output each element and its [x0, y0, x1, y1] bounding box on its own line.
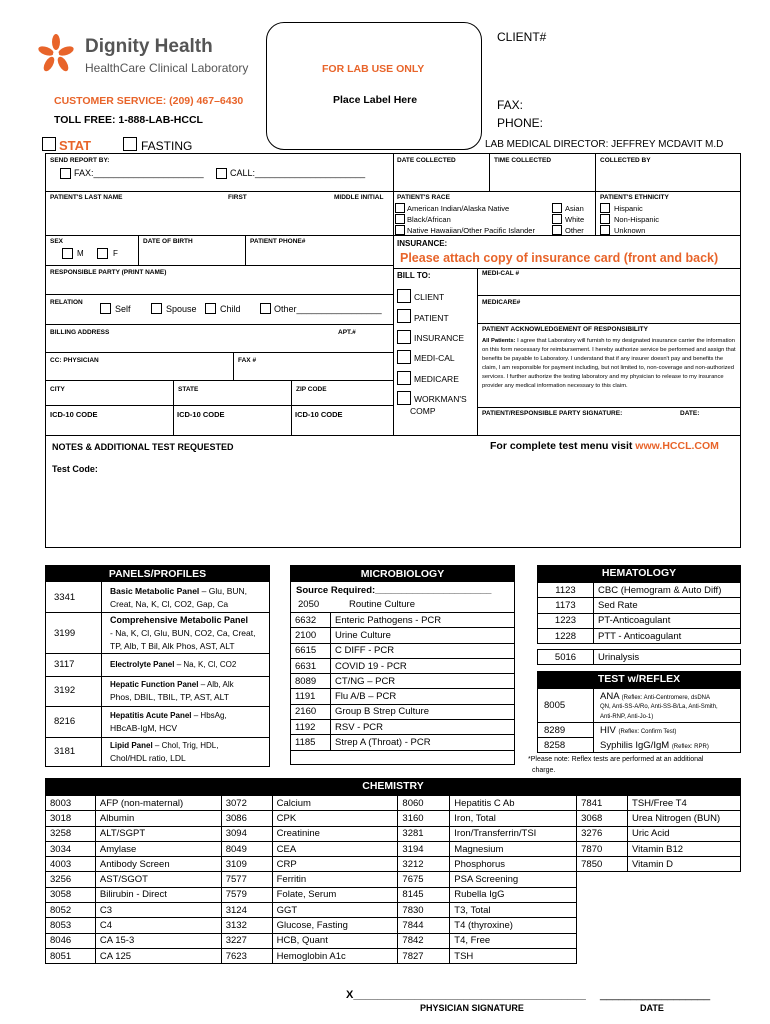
- chem-code: 7579: [221, 887, 272, 902]
- notes-label: NOTES & ADDITIONAL TEST REQUESTED: [52, 442, 234, 452]
- chem-code: 3109: [221, 857, 272, 872]
- table-row[interactable]: 1191 Flu A/B – PCR: [291, 689, 515, 704]
- chem-test[interactable]: CPK: [272, 811, 398, 826]
- ack-title: PATIENT ACKNOWLEDGEMENT OF RESPONSIBILITY: [482, 326, 648, 333]
- call-report-checkbox[interactable]: [216, 168, 227, 179]
- chem-test[interactable]: T3, Total: [450, 903, 577, 918]
- table-row[interactable]: [46, 841, 741, 856]
- reflex-title: TEST w/REFLEX: [537, 671, 741, 688]
- chem-code: 8049: [221, 841, 272, 856]
- chem-code: 3276: [577, 826, 628, 841]
- race-opt-5: White: [565, 215, 585, 224]
- chem-test[interactable]: Ferritin: [272, 872, 398, 887]
- chem-test[interactable]: Rubella IgG: [450, 887, 577, 902]
- bill-medicare: MEDICARE: [414, 374, 459, 384]
- chem-test[interactable]: Iron, Total: [450, 811, 577, 826]
- chem-test[interactable]: Folate, Serum: [272, 887, 398, 902]
- chem-test[interactable]: Antibody Screen: [95, 857, 221, 872]
- ack-text: All Patients: I agree that Laboratory will furnish to my designated insurance carrier the information on this form necessary for reimbursement. I hereby authorize service be performed and assign that benefits be payable to Laboratory. I understand that if any insurer doesn't pay and benefits the claim, I am responsible for payment including, but not limited to, non-coverage and non-authorized services. I further authorize the testing laboratory and my physician to release to my insurance provider any medical information necessary to this claim.: [482, 338, 736, 389]
- chem-test[interactable]: [628, 872, 741, 887]
- chem-code: 8145: [398, 887, 450, 902]
- eth-opt-3: Unknown: [614, 226, 646, 235]
- test-code-label: Test Code:: [52, 464, 98, 474]
- table-row[interactable]: [46, 811, 741, 826]
- chem-test[interactable]: Magnesium: [450, 841, 577, 856]
- urinalysis-table: [537, 649, 741, 665]
- source-required[interactable]: Source Required:______________________: [296, 585, 492, 596]
- bill-medical-checkbox[interactable]: [397, 350, 411, 364]
- bill-comp: COMP: [410, 406, 436, 416]
- micro-code: 2050: [298, 599, 320, 610]
- chem-code: 3227: [221, 933, 272, 948]
- stat-label: STAT: [59, 138, 92, 153]
- dob-label: DATE OF BIRTH: [143, 238, 193, 245]
- table-row[interactable]: 6615 C DIFF - PCR: [291, 643, 515, 658]
- table-row[interactable]: 2160 Group B Strep Culture: [291, 704, 515, 719]
- relation-child-checkbox[interactable]: [205, 303, 216, 314]
- chem-test[interactable]: Vitamin B12: [628, 841, 741, 856]
- insurance-attach-note: Please attach copy of insurance card (front and back): [400, 251, 719, 265]
- race-opt-4: Asian: [565, 204, 584, 213]
- chem-code: 3194: [398, 841, 450, 856]
- chem-code: 3068: [577, 811, 628, 826]
- zip-label: ZIP CODE: [296, 386, 327, 393]
- logo-sub: HealthCare Clinical Laboratory: [85, 61, 249, 75]
- fasting-checkbox[interactable]: [123, 137, 137, 151]
- chem-test[interactable]: [628, 903, 741, 918]
- chem-test[interactable]: Hepatitis C Ab: [450, 796, 577, 811]
- reflex-code: 8005: [544, 700, 566, 711]
- medicare-no-label: MEDICARE#: [482, 299, 521, 306]
- bill-workmans-checkbox[interactable]: [397, 391, 411, 405]
- panel-code: 3117: [54, 659, 75, 670]
- bill-insurance-checkbox[interactable]: [397, 330, 411, 344]
- date-label: DATE: [640, 1003, 664, 1013]
- insurance-label: INSURANCE:: [397, 239, 448, 248]
- chem-test[interactable]: GGT: [272, 903, 398, 918]
- bill-workmans: WORKMAN'S: [414, 394, 467, 404]
- relation-self-checkbox[interactable]: [100, 303, 111, 314]
- eth-opt-1: Hispanic: [614, 204, 643, 213]
- chem-code: 7841: [577, 796, 628, 811]
- chem-code: 3160: [398, 811, 450, 826]
- chem-code: 8046: [46, 933, 96, 948]
- middle-initial-label: MIDDLE INITIAL: [334, 194, 384, 201]
- chem-code: 3212: [398, 857, 450, 872]
- table-row[interactable]: [46, 887, 741, 902]
- chem-test[interactable]: Phosphorus: [450, 857, 577, 872]
- chem-test[interactable]: [628, 918, 741, 933]
- icd-code-2: ICD-10 CODE: [177, 410, 225, 419]
- panel-name[interactable]: Electrolyte Panel – Na, K, Cl, CO2: [110, 660, 237, 669]
- reflex-code: 8258: [544, 740, 566, 751]
- physician-signature-label: PHYSICIAN SIGNATURE: [420, 1003, 524, 1013]
- panel-name[interactable]: Hepatic Function Panel – Alb, Alk: [110, 680, 234, 689]
- bill-patient-checkbox[interactable]: [397, 309, 411, 323]
- chem-test[interactable]: [628, 933, 741, 948]
- chem-test[interactable]: Calcium: [272, 796, 398, 811]
- first-name-label: FIRST: [228, 194, 247, 201]
- chem-test[interactable]: Iron/Transferrin/TSI: [450, 826, 577, 841]
- relation-child: Child: [220, 304, 241, 314]
- fasting-label: FASTING: [141, 139, 193, 153]
- race-opt-6: Other: [565, 226, 584, 235]
- sex-m-label: M: [77, 249, 84, 258]
- bill-patient: PATIENT: [414, 313, 449, 323]
- chemistry-title: CHEMISTRY: [45, 778, 741, 795]
- chem-code: 8051: [46, 948, 96, 963]
- fax-report-checkbox[interactable]: [60, 168, 71, 179]
- table-row[interactable]: [46, 948, 741, 963]
- fax-label: FAX:: [497, 98, 524, 112]
- chem-code: 7842: [398, 933, 450, 948]
- panel-name[interactable]: Hepatitis Acute Panel – HbsAg,: [110, 711, 227, 720]
- chem-test[interactable]: [628, 948, 741, 963]
- chem-code: 7675: [398, 872, 450, 887]
- chem-code: 7844: [398, 918, 450, 933]
- race-opt-3: Native Hawaiian/Other Pacific Islander: [407, 226, 535, 235]
- reflex-test[interactable]: Syphilis IgG/IgM (Reflex: RPR): [600, 740, 709, 751]
- chem-code: 3258: [46, 826, 96, 841]
- chem-test[interactable]: C3: [95, 903, 221, 918]
- race-checkbox-6[interactable]: [552, 225, 562, 235]
- phone-label: PHONE:: [497, 116, 544, 130]
- hematology-table: [537, 582, 741, 644]
- race-label: PATIENT'S RACE: [397, 194, 450, 201]
- reflex-footnote: charge.: [532, 767, 556, 774]
- bill-medicare-checkbox[interactable]: [397, 371, 411, 385]
- send-report-label: SEND REPORT BY:: [50, 157, 110, 164]
- chem-test[interactable]: Amylase: [95, 841, 221, 856]
- apt-label: APT.#: [338, 329, 356, 336]
- chem-test[interactable]: PSA Screening: [450, 872, 577, 887]
- chem-code: 3124: [221, 903, 272, 918]
- medi-cal-no-label: MEDI-CAL #: [482, 270, 520, 277]
- table-row[interactable]: 6631 COVID 19 - PCR: [291, 658, 515, 673]
- relation-spouse: Spouse: [166, 304, 197, 314]
- sex-m-checkbox[interactable]: [62, 248, 73, 259]
- table-row[interactable]: 1123 CBC (Hemogram & Auto Diff): [538, 583, 741, 598]
- chem-code: 8053: [46, 918, 96, 933]
- table-row[interactable]: [46, 918, 741, 933]
- hematology-title: HEMATOLOGY: [537, 565, 741, 582]
- sex-f-checkbox[interactable]: [97, 248, 108, 259]
- sex-f-label: F: [113, 249, 118, 258]
- test-menu-link[interactable]: www.HCCL.COM: [635, 440, 719, 452]
- table-row[interactable]: 2100 Urine Culture: [291, 628, 515, 643]
- chem-code: 7577: [221, 872, 272, 887]
- logo-name: Dignity Health: [85, 36, 213, 57]
- time-collected-label: TIME COLLECTED: [494, 157, 552, 164]
- chem-test[interactable]: T4 (thyroxine): [450, 918, 577, 933]
- panel-code: 8216: [54, 716, 76, 727]
- responsible-party-label: RESPONSIBLE PARTY (PRINT NAME): [50, 269, 167, 276]
- bill-client-checkbox[interactable]: [397, 289, 411, 303]
- table-row[interactable]: 1192 RSV - PCR: [291, 720, 515, 735]
- chem-code: 4003: [46, 857, 96, 872]
- chem-test[interactable]: TSH/Free T4: [628, 796, 741, 811]
- panels-title: PANELS/PROFILES: [46, 566, 269, 582]
- bill-medical: MEDI-CAL: [414, 353, 455, 363]
- reflex-code: 8289: [544, 725, 566, 736]
- chem-test[interactable]: T4, Free: [450, 933, 577, 948]
- bill-client: CLIENT: [414, 292, 445, 302]
- relation-self: Self: [115, 304, 131, 314]
- sex-label: SEX: [50, 238, 64, 245]
- signature-label: PATIENT/RESPONSIBLE PARTY SIGNATURE:: [482, 410, 623, 417]
- table-row[interactable]: [46, 826, 741, 841]
- collected-by-label: COLLECTED BY: [600, 157, 651, 164]
- eth-opt-2: Non-Hispanic: [614, 215, 660, 224]
- table-row[interactable]: [46, 903, 741, 918]
- panel-desc: HBcAB-IgM, HCV: [110, 723, 178, 733]
- panel-code: 3181: [54, 746, 76, 757]
- panel-code: 3192: [54, 685, 76, 696]
- chem-code: [577, 933, 628, 948]
- chem-test[interactable]: [628, 887, 741, 902]
- patient-phone-label: PATIENT PHONE#: [250, 238, 306, 245]
- chemistry-table: [45, 795, 741, 964]
- chem-test[interactable]: Bilirubin - Direct: [95, 887, 221, 902]
- chem-code: 3094: [221, 826, 272, 841]
- chem-code: 3018: [46, 811, 96, 826]
- bill-to-label: BILL TO:: [397, 271, 431, 280]
- chem-code: [577, 903, 628, 918]
- table-row[interactable]: 1228 PTT - Anticoagulant: [538, 628, 741, 643]
- table-row[interactable]: [46, 872, 741, 887]
- panel-code: 3341: [54, 592, 76, 603]
- test-menu-note: For complete test menu visit www.HCCL.COM: [490, 440, 719, 452]
- date-collected-label: DATE COLLECTED: [397, 157, 456, 164]
- relation-label: RELATION: [50, 299, 83, 306]
- chem-code: 8060: [398, 796, 450, 811]
- lab-use-only: FOR LAB USE ONLY: [322, 63, 425, 75]
- eth-checkbox-2[interactable]: [600, 214, 610, 224]
- table-row[interactable]: 6632 Enteric Pathogens - PCR: [291, 613, 515, 628]
- billing-address-label: BILLING ADDRESS: [50, 329, 110, 336]
- icd-code-1: ICD-10 CODE: [50, 410, 98, 419]
- date-line[interactable]: __________________: [600, 989, 711, 1001]
- table-row[interactable]: 5016 Urinalysis: [538, 650, 741, 665]
- table-row[interactable]: [46, 857, 741, 872]
- chem-test[interactable]: AST/SGOT: [95, 872, 221, 887]
- relation-other[interactable]: Other_________________: [274, 304, 382, 314]
- race-checkbox-1[interactable]: [395, 203, 405, 213]
- micro-test[interactable]: Routine Culture: [349, 599, 416, 610]
- call-report-field[interactable]: CALL:______________________: [230, 168, 366, 178]
- chem-test[interactable]: AFP (non-maternal): [95, 796, 221, 811]
- chem-code: 3072: [221, 796, 272, 811]
- chem-test[interactable]: Glucose, Fasting: [272, 918, 398, 933]
- reflex-test[interactable]: HIV (Reflex: Confirm Test): [600, 725, 677, 736]
- label-box[interactable]: [266, 22, 482, 150]
- chem-code: 3256: [46, 872, 96, 887]
- lab-director: LAB MEDICAL DIRECTOR: JEFFREY MCDAVIT M.D: [485, 139, 724, 150]
- table-row[interactable]: [46, 796, 741, 811]
- table-row[interactable]: [46, 933, 741, 948]
- client-label: CLIENT#: [497, 30, 547, 44]
- chem-test[interactable]: Urea Nitrogen (BUN): [628, 811, 741, 826]
- chem-code: 8003: [46, 796, 96, 811]
- panel-name[interactable]: Lipid Panel – Chol, Trig, HDL,: [110, 741, 219, 750]
- table-row[interactable]: 1173 Sed Rate: [538, 598, 741, 613]
- race-opt-1: American Indian/Alaska Native: [407, 204, 510, 213]
- chem-test[interactable]: CA 15-3: [95, 933, 221, 948]
- relation-other-checkbox[interactable]: [260, 303, 271, 314]
- chem-test[interactable]: Creatinine: [272, 826, 398, 841]
- reflex-footnote: *Please note: Reflex tests are performed at an additional: [528, 756, 704, 763]
- chem-test[interactable]: CEA: [272, 841, 398, 856]
- eth-checkbox-1[interactable]: [600, 203, 610, 213]
- ethnicity-label: PATIENT'S ETHNICITY: [600, 194, 669, 201]
- race-checkbox-4[interactable]: [552, 203, 562, 213]
- chem-code: 7623: [221, 948, 272, 963]
- chem-code: 7850: [577, 857, 628, 872]
- physician-signature-line[interactable]: X______________________________________: [346, 989, 586, 1001]
- chem-code: [577, 872, 628, 887]
- reflex-note: Anti-RNP, Anti-Jo-1): [600, 714, 654, 720]
- chem-test[interactable]: Uric Acid: [628, 826, 741, 841]
- chem-code: 3034: [46, 841, 96, 856]
- table-row[interactable]: 1185 Strep A (Throat) - PCR: [291, 735, 515, 750]
- chem-test[interactable]: Albumin: [95, 811, 221, 826]
- chem-test[interactable]: HCB, Quant: [272, 933, 398, 948]
- stat-checkbox[interactable]: [42, 137, 56, 151]
- icd-code-3: ICD-10 CODE: [295, 410, 343, 419]
- micro-table: [290, 612, 515, 751]
- panel-name[interactable]: Comprehensive Metabolic Panel: [110, 615, 249, 625]
- logo-icon: [38, 34, 74, 74]
- chem-test[interactable]: CA 125: [95, 948, 221, 963]
- chem-code: 3132: [221, 918, 272, 933]
- chem-code: 7870: [577, 841, 628, 856]
- chem-test[interactable]: ALT/SGPT: [95, 826, 221, 841]
- panel-code: 3199: [54, 628, 76, 639]
- table-row[interactable]: 8089 CT/NG – PCR: [291, 674, 515, 689]
- panel-desc: Phos, DBIL, TBIL, TP, AST, ALT: [110, 692, 229, 702]
- eth-checkbox-3[interactable]: [600, 225, 610, 235]
- chem-test[interactable]: Vitamin D: [628, 857, 741, 872]
- chem-code: 7830: [398, 903, 450, 918]
- logo: [38, 34, 74, 74]
- panel-desc: - Na, K, Cl, Glu, BUN, CO2, Ca, Creat,: [110, 628, 256, 638]
- toll-free: TOLL FREE: 1-888-LAB-HCCL: [54, 114, 203, 126]
- last-name-label: PATIENT'S LAST NAME: [50, 194, 123, 201]
- fax-no-label: FAX #: [238, 357, 257, 364]
- panel-desc: Creat, Na, K, Cl, CO2, Gap, Ca: [110, 599, 229, 609]
- panel-desc: TP, Alb, T Bil, Alk Phos, AST, ALT: [110, 641, 235, 651]
- panel-desc: Chol/HDL ratio, LDL: [110, 753, 186, 763]
- chem-test[interactable]: C4: [95, 918, 221, 933]
- bill-insurance: INSURANCE: [414, 333, 465, 343]
- relation-spouse-checkbox[interactable]: [151, 303, 162, 314]
- state-label: STATE: [178, 386, 199, 393]
- signature-date-label: DATE:: [680, 410, 700, 417]
- chem-test[interactable]: Hemoglobin A1c: [272, 948, 398, 963]
- customer-service: CUSTOMER SERVICE: (209) 467–6430: [54, 95, 244, 107]
- race-checkbox-3[interactable]: [395, 225, 405, 235]
- table-row[interactable]: 1223 PT-Anticoagulant: [538, 613, 741, 628]
- chem-code: 3086: [221, 811, 272, 826]
- race-opt-2: Black/African: [407, 215, 451, 224]
- city-label: CITY: [50, 386, 65, 393]
- micro-title: MICROBIOLOGY: [291, 566, 514, 582]
- fax-report-field[interactable]: FAX:______________________: [74, 168, 204, 178]
- race-checkbox-5[interactable]: [552, 214, 562, 224]
- chem-code: [577, 948, 628, 963]
- reflex-test[interactable]: ANA (Reflex: Anti-Centromere, dsDNA: [600, 691, 711, 702]
- place-label: Place Label Here: [333, 94, 418, 106]
- chem-code: [577, 887, 628, 902]
- chem-code: 3058: [46, 887, 96, 902]
- chem-test[interactable]: TSH: [450, 948, 577, 963]
- reflex-note: QN, Anti-SS-A/Ro, Anti-SS-B/La, Anti-Smith,: [600, 704, 718, 710]
- race-checkbox-2[interactable]: [395, 214, 405, 224]
- chem-test[interactable]: CRP: [272, 857, 398, 872]
- chem-code: 3281: [398, 826, 450, 841]
- cc-physician-label: CC: PHYSICIAN: [50, 357, 99, 364]
- chem-code: [577, 918, 628, 933]
- panel-name[interactable]: Basic Metabolic Panel – Glu, BUN,: [110, 586, 248, 596]
- chem-code: 8052: [46, 903, 96, 918]
- chem-code: 7827: [398, 948, 450, 963]
